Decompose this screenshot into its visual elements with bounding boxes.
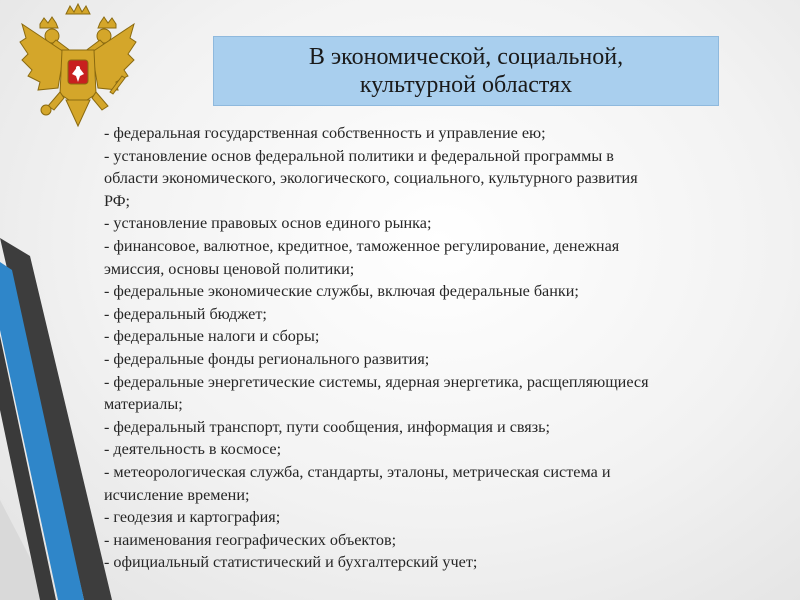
list-item: - деятельность в космосе;	[104, 440, 282, 459]
list-item: - федеральный транспорт, пути сообщения, информация и связь;	[104, 417, 551, 436]
list-item: - федеральные фонды регионального развития;	[104, 349, 430, 368]
list-item: - федеральные экономические службы, включая федеральные банки;	[104, 282, 579, 301]
title-line-1: В экономической, социальной,	[308, 44, 624, 70]
list-item: - метеорологическая служба, стандарты, эталоны, метрическая система и	[104, 462, 611, 481]
list-item: - наименования географических объектов;	[104, 530, 397, 549]
list-item: эмиссия, основы ценовой политики;	[104, 259, 355, 278]
list-item: области экономического, экологического, социального, культурного развития	[104, 169, 638, 188]
list-item: - установление основ федеральной политики и федеральной программы в	[104, 146, 614, 165]
list-item: - установление правовых основ единого рынка;	[104, 214, 432, 233]
list-item: - финансовое, валютное, кредитное, таможенное регулирование, денежная	[104, 236, 620, 255]
list-item: материалы;	[104, 395, 183, 414]
list-item: - геодезия и картография;	[104, 508, 281, 527]
list-item: - федеральные энергетические системы, ядерная энергетика, расщепляющиеся	[104, 372, 649, 391]
russian-coat-of-arms-icon	[18, 2, 138, 130]
list-item: - федеральные налоги и сборы;	[104, 327, 320, 346]
list-item: РФ;	[104, 191, 131, 210]
title-line-2: культурной областях	[359, 72, 573, 98]
list-item: - федеральный бюджет;	[104, 304, 267, 323]
title-box	[213, 36, 719, 106]
list-item: исчисление времени;	[104, 485, 250, 504]
content-list	[104, 122, 784, 574]
list-item: - федеральная государственная собственность и управление ею;	[104, 124, 546, 142]
list-item: - официальный статистический и бухгалтерский учет;	[104, 553, 478, 572]
